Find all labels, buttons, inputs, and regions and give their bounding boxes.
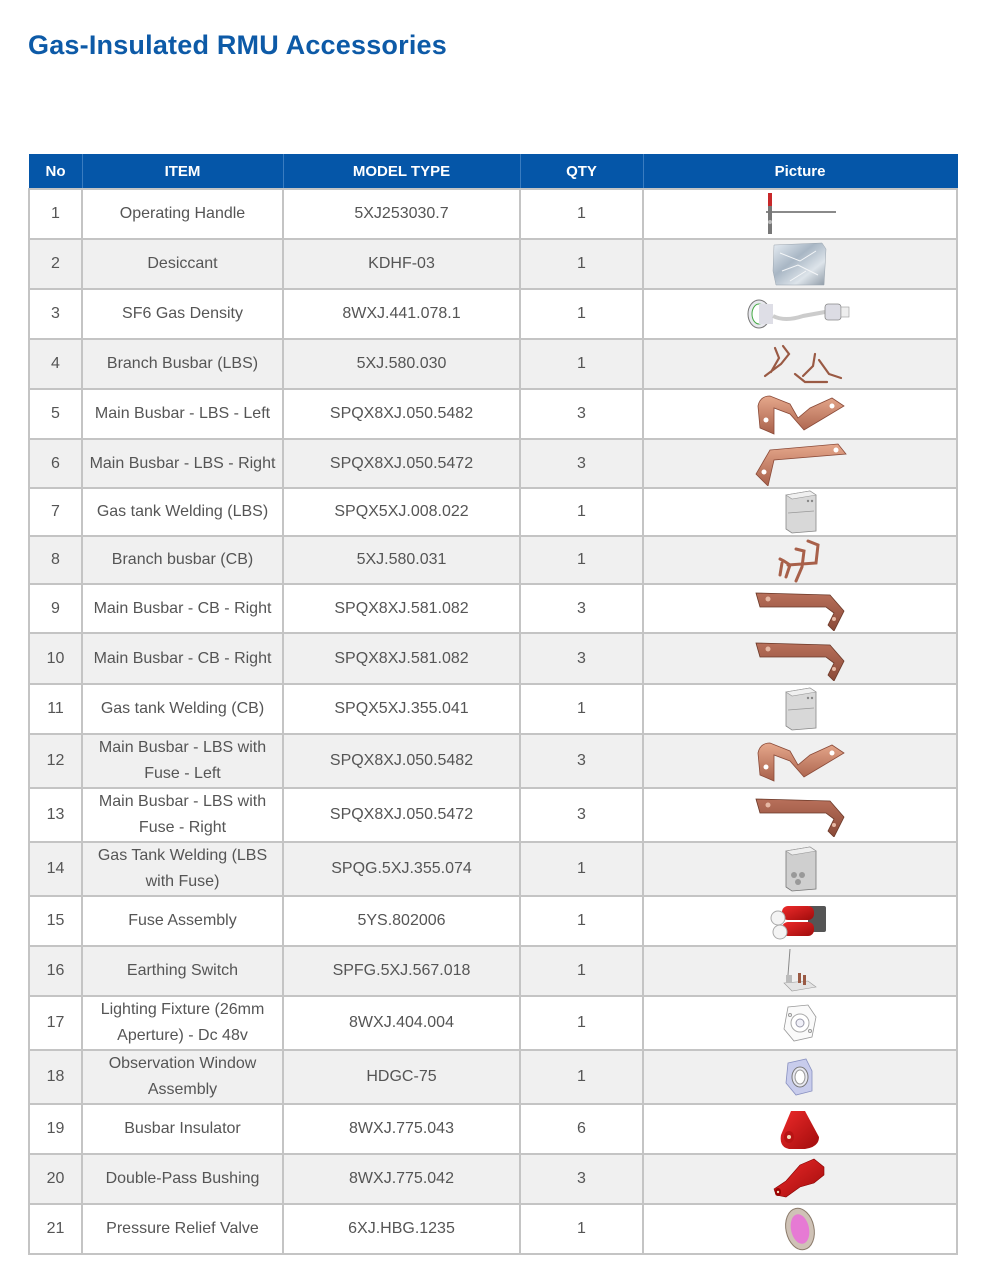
cell-picture [643, 189, 957, 239]
earthing-switch-icon [644, 947, 956, 995]
cell-model-type: SPQX8XJ.581.082 [283, 633, 520, 684]
cell-no: 9 [29, 584, 82, 633]
cell-model-type: SPQG.5XJ.355.074 [283, 842, 520, 896]
cell-picture [643, 389, 957, 439]
cell-qty: 1 [520, 239, 643, 289]
cell-model-type: SPQX8XJ.050.5472 [283, 439, 520, 488]
cell-item: Gas tank Welding (LBS) [82, 488, 283, 536]
cell-model-type: SPQX5XJ.355.041 [283, 684, 520, 734]
cell-item: Main Busbar - CB - Right [82, 584, 283, 633]
cell-picture [643, 946, 957, 996]
cell-no: 20 [29, 1154, 82, 1204]
pressure-relief-valve-icon [644, 1206, 956, 1252]
cell-item: Gas Tank Welding (LBS with Fuse) [82, 842, 283, 896]
cell-model-type: SPQX8XJ.050.5482 [283, 389, 520, 439]
table-row [29, 996, 957, 1050]
gas-density-gauge-icon [644, 296, 956, 332]
cell-item: Busbar Insulator [82, 1104, 283, 1154]
table-row [29, 439, 957, 488]
table-row [29, 389, 957, 439]
main-busbar-cb-icon [644, 587, 956, 631]
cell-item: Gas tank Welding (CB) [82, 684, 283, 734]
table-header-row [29, 155, 957, 190]
cell-item: Earthing Switch [82, 946, 283, 996]
table-row [29, 788, 957, 842]
cell-item: Desiccant [82, 239, 283, 289]
cell-picture [643, 584, 957, 633]
cell-model-type: 5YS.802006 [283, 896, 520, 946]
observation-window-icon [644, 1055, 956, 1099]
cell-picture [643, 439, 957, 488]
gas-tank-fuse-icon [644, 845, 956, 893]
cell-picture [643, 1104, 957, 1154]
cell-no: 6 [29, 439, 82, 488]
cell-qty: 1 [520, 536, 643, 584]
cell-item: Operating Handle [82, 189, 283, 239]
table-row [29, 633, 957, 684]
cell-no: 4 [29, 339, 82, 389]
cell-item: Observation Window Assembly [82, 1050, 283, 1104]
cell-no: 13 [29, 788, 82, 842]
cell-model-type: 5XJ253030.7 [283, 189, 520, 239]
cell-no: 16 [29, 946, 82, 996]
cell-qty: 3 [520, 633, 643, 684]
cell-no: 11 [29, 684, 82, 734]
table-row [29, 1154, 957, 1204]
cell-model-type: SPQX8XJ.050.5482 [283, 734, 520, 788]
busbar-insulator-icon [644, 1107, 956, 1151]
cell-model-type: 8WXJ.404.004 [283, 996, 520, 1050]
cell-qty: 3 [520, 734, 643, 788]
header-qty: QTY [520, 155, 643, 190]
cell-picture [643, 536, 957, 584]
cell-qty: 1 [520, 896, 643, 946]
operating-handle-icon [644, 192, 956, 236]
cell-model-type: 8WXJ.775.043 [283, 1104, 520, 1154]
table-row [29, 189, 957, 239]
cell-no: 21 [29, 1204, 82, 1254]
cell-qty: 3 [520, 439, 643, 488]
cell-model-type: SPQX5XJ.008.022 [283, 488, 520, 536]
cell-model-type: SPFG.5XJ.567.018 [283, 946, 520, 996]
cell-model-type: 8WXJ.441.078.1 [283, 289, 520, 339]
cell-picture [643, 996, 957, 1050]
gas-tank-icon [644, 686, 956, 732]
cell-picture [643, 1154, 957, 1204]
cell-item: Main Busbar - LBS - Left [82, 389, 283, 439]
cell-qty: 1 [520, 996, 643, 1050]
cell-model-type: 5XJ.580.031 [283, 536, 520, 584]
cell-picture [643, 488, 957, 536]
cell-item: Pressure Relief Valve [82, 1204, 283, 1254]
table-row [29, 842, 957, 896]
cell-item: Double-Pass Bushing [82, 1154, 283, 1204]
cell-qty: 1 [520, 289, 643, 339]
cell-no: 15 [29, 896, 82, 946]
cell-qty: 1 [520, 1204, 643, 1254]
cell-no: 2 [29, 239, 82, 289]
cell-picture [643, 896, 957, 946]
cell-qty: 1 [520, 842, 643, 896]
main-busbar-cb-icon [644, 637, 956, 681]
cell-no: 12 [29, 734, 82, 788]
header-picture: Picture [643, 155, 957, 190]
cell-qty: 1 [520, 946, 643, 996]
header-item: ITEM [82, 155, 283, 190]
gas-tank-icon [644, 489, 956, 535]
table-row [29, 488, 957, 536]
accessories-table [28, 154, 958, 1255]
cell-qty: 1 [520, 684, 643, 734]
table-row [29, 239, 957, 289]
cell-picture [643, 633, 957, 684]
cell-picture [643, 734, 957, 788]
cell-qty: 1 [520, 339, 643, 389]
header-model-type: MODEL TYPE [283, 155, 520, 190]
cell-qty: 1 [520, 189, 643, 239]
cell-qty: 1 [520, 1050, 643, 1104]
cell-item: Branch Busbar (LBS) [82, 339, 283, 389]
cell-no: 19 [29, 1104, 82, 1154]
branch-busbar-cb-icon [644, 537, 956, 583]
branch-busbar-icon [644, 342, 956, 386]
cell-no: 3 [29, 289, 82, 339]
table-row [29, 339, 957, 389]
cell-picture [643, 339, 957, 389]
cell-item: Fuse Assembly [82, 896, 283, 946]
cell-qty: 6 [520, 1104, 643, 1154]
cell-no: 17 [29, 996, 82, 1050]
cell-no: 8 [29, 536, 82, 584]
main-busbar-cb-icon [644, 793, 956, 837]
cell-qty: 3 [520, 788, 643, 842]
table-row [29, 896, 957, 946]
cell-item: Main Busbar - LBS with Fuse - Right [82, 788, 283, 842]
cell-picture [643, 1204, 957, 1254]
cell-item: Lighting Fixture (26mm Aperture) - Dc 48v [82, 996, 283, 1050]
table-row [29, 946, 957, 996]
cell-qty: 1 [520, 488, 643, 536]
table-row [29, 1050, 957, 1104]
cell-no: 7 [29, 488, 82, 536]
cell-item: Main Busbar - LBS with Fuse - Left [82, 734, 283, 788]
cell-qty: 3 [520, 1154, 643, 1204]
cell-picture [643, 842, 957, 896]
cell-qty: 3 [520, 389, 643, 439]
page-title: Gas-Insulated RMU Accessories [28, 30, 447, 60]
table-row [29, 684, 957, 734]
table-row [29, 1104, 957, 1154]
header-no: No [29, 155, 82, 190]
cell-model-type: SPQX8XJ.581.082 [283, 584, 520, 633]
cell-model-type: 6XJ.HBG.1235 [283, 1204, 520, 1254]
cell-no: 1 [29, 189, 82, 239]
table-row [29, 289, 957, 339]
fuse-assembly-icon [644, 898, 956, 944]
cell-item: Branch busbar (CB) [82, 536, 283, 584]
cell-no: 14 [29, 842, 82, 896]
cell-model-type: SPQX8XJ.050.5472 [283, 788, 520, 842]
cell-item: Main Busbar - CB - Right [82, 633, 283, 684]
cell-qty: 3 [520, 584, 643, 633]
cell-picture [643, 289, 957, 339]
cell-no: 18 [29, 1050, 82, 1104]
cell-picture [643, 239, 957, 289]
cell-model-type: 8WXJ.775.042 [283, 1154, 520, 1204]
cell-item: SF6 Gas Density [82, 289, 283, 339]
table-row [29, 536, 957, 584]
cell-picture [643, 684, 957, 734]
table-row [29, 584, 957, 633]
cell-model-type: HDGC-75 [283, 1050, 520, 1104]
cell-no: 5 [29, 389, 82, 439]
table-row [29, 734, 957, 788]
lighting-fixture-icon [644, 1001, 956, 1045]
cell-model-type: KDHF-03 [283, 239, 520, 289]
main-busbar-left-icon [644, 392, 956, 436]
cell-picture [643, 788, 957, 842]
main-busbar-left-icon [644, 739, 956, 783]
cell-model-type: 5XJ.580.030 [283, 339, 520, 389]
desiccant-bag-icon [644, 241, 956, 287]
table-row [29, 1204, 957, 1254]
double-pass-bushing-icon [644, 1157, 956, 1201]
cell-no: 10 [29, 633, 82, 684]
main-busbar-right-icon [644, 442, 956, 486]
cell-item: Main Busbar - LBS - Right [82, 439, 283, 488]
cell-picture [643, 1050, 957, 1104]
